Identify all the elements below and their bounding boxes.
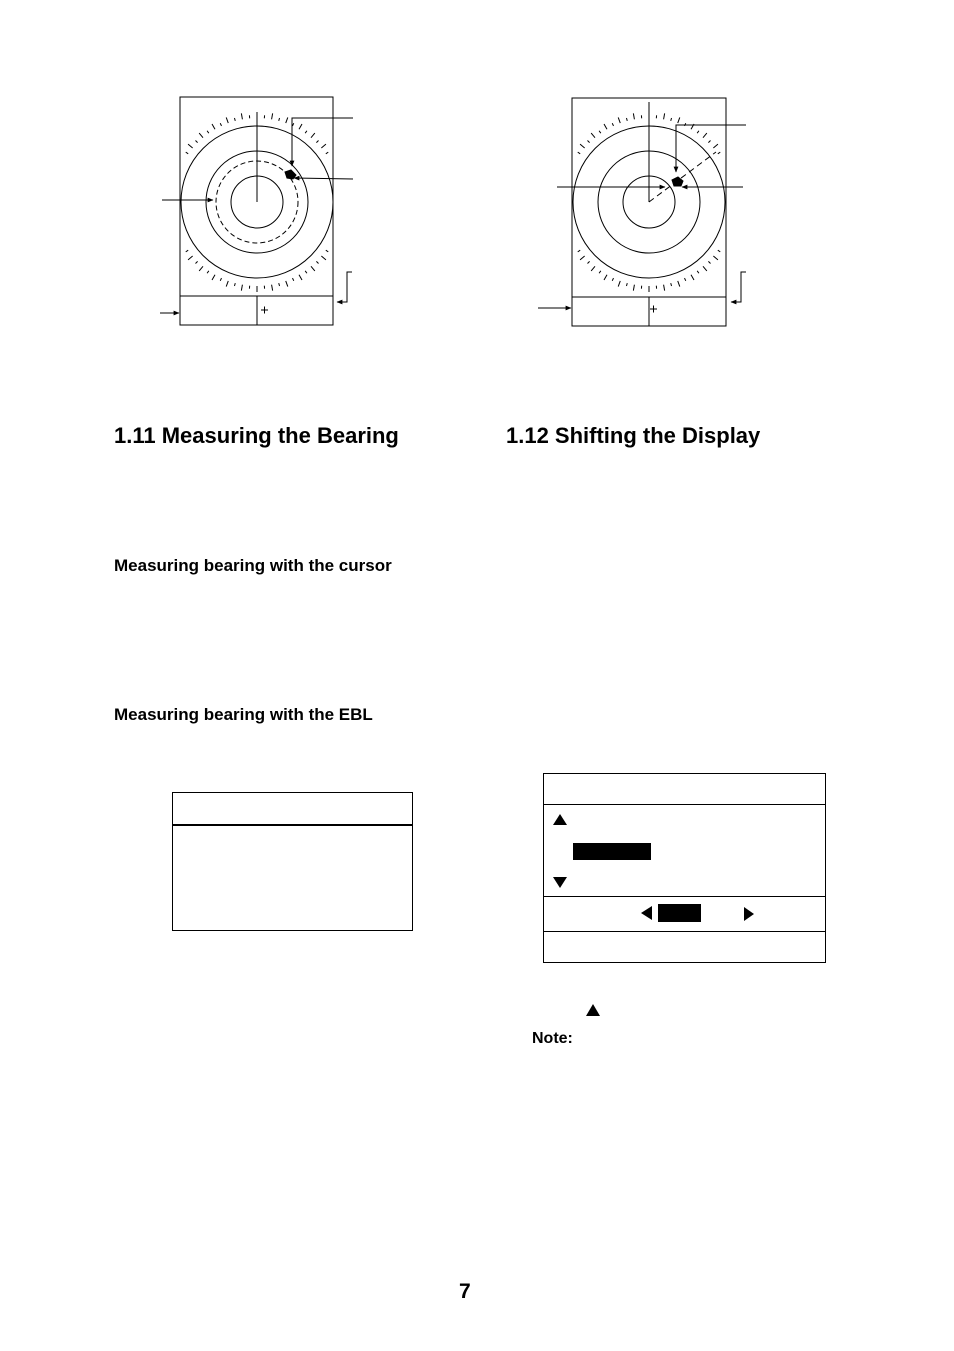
bearing-tick [684,278,685,281]
bearing-tick [195,261,197,263]
triangle-right-icon[interactable] [744,907,754,921]
menu-divider-top [544,804,825,805]
bearing-tick [587,140,589,142]
bearing-tick [591,133,595,138]
bearing-tick [234,283,235,286]
selected-menu-item-highlight[interactable] [573,843,651,860]
bearing-tick [713,144,718,148]
bearing-tick [671,283,672,286]
bearing-tick [241,285,242,291]
bearing-tick [305,271,307,273]
page-number: 7 [459,1280,471,1303]
bearing-tick [604,275,607,280]
bearing-tick [618,281,620,287]
bearing-tick [316,261,318,263]
bearing-tick [241,113,242,119]
subheading-bearing-ebl: Measuring bearing with the EBL [114,705,373,724]
bearing-tick [311,266,315,271]
triangle-up-icon[interactable] [553,814,567,825]
bearing-tick [220,123,221,126]
section-heading-measuring-bearing: 1.11 Measuring the Bearing [114,423,399,448]
bearing-tick [626,283,627,286]
bearing-tick [678,281,680,287]
bearing-tick [326,152,328,154]
bearing-tick [188,144,193,148]
bearing-tick [279,118,280,121]
bearing-tick [664,285,665,291]
radar-figures [0,0,954,400]
bearing-tick [703,133,707,138]
bearing-tick [321,144,326,148]
bearing-tick [578,250,580,252]
bearing-tick [708,140,710,142]
bearing-tick [286,117,288,123]
triangle-down-icon[interactable] [553,877,567,888]
bearing-tick [671,118,672,121]
bearing-tick [326,250,328,252]
bearing-tick [618,117,620,123]
bearing-tick [292,278,293,281]
bearing-tick [207,271,209,273]
bearing-tick [292,123,293,126]
bearing-tick [697,131,699,133]
bearing-tick [599,271,601,273]
bearing-tick [212,275,215,280]
bearing-tick [708,261,710,263]
bearing-tick [691,275,694,280]
menu-divider-bottom [544,931,825,932]
bearing-tick [591,266,595,271]
bearing-tick [195,140,197,142]
bearing-tick [272,113,273,119]
bearing-tick [678,117,680,123]
bearing-tick [188,256,193,260]
bearing-tick [226,117,228,123]
bearing-tick [212,124,215,129]
bearing-tick [272,285,273,291]
bearing-tick [612,278,613,281]
bearing-tick [718,250,720,252]
shift-menu-box [543,773,826,963]
selected-value-highlight[interactable] [658,904,701,922]
bearing-tick [311,133,315,138]
inline-triangle-up-icon [586,1004,600,1016]
bearing-tick [604,124,607,129]
bearing-tick [697,271,699,273]
bearing-tick [305,131,307,133]
bearing-tick [186,250,188,252]
bearing-tick [633,285,634,291]
bearing-tick [713,256,718,260]
radar-display-left [160,97,353,325]
radar-display-right [538,98,746,326]
bearing-tick [286,281,288,287]
bearing-tick [718,152,720,154]
bearing-tick [220,278,221,281]
bearing-tick [703,266,707,271]
note-label: Note: [532,1030,573,1047]
bearing-tick [279,283,280,286]
bearing-tick [599,131,601,133]
bearing-tick [664,113,665,119]
ebl-line-right [649,152,716,202]
bearing-tick [226,281,228,287]
bearing-tick [633,113,634,119]
subheading-bearing-cursor: Measuring bearing with the cursor [114,556,392,575]
bearing-tick [299,275,302,280]
bearing-tick [316,140,318,142]
menu-divider [173,824,412,826]
ebl-menu-box [172,792,413,931]
bearing-tick [580,256,585,260]
bearing-tick [186,152,188,154]
section-heading-shifting-display: 1.12 Shifting the Display [506,423,761,448]
bearing-tick [234,118,235,121]
bearing-tick [587,261,589,263]
triangle-left-icon[interactable] [641,906,652,920]
bearing-tick [199,133,203,138]
bearing-tick [626,118,627,121]
bearing-tick [199,266,203,271]
bearing-tick [299,124,302,129]
bearing-tick [321,256,326,260]
bearing-tick [578,152,580,154]
bearing-tick [612,123,613,126]
bearing-tick [207,131,209,133]
bearing-tick [580,144,585,148]
menu-divider-mid [544,896,825,897]
